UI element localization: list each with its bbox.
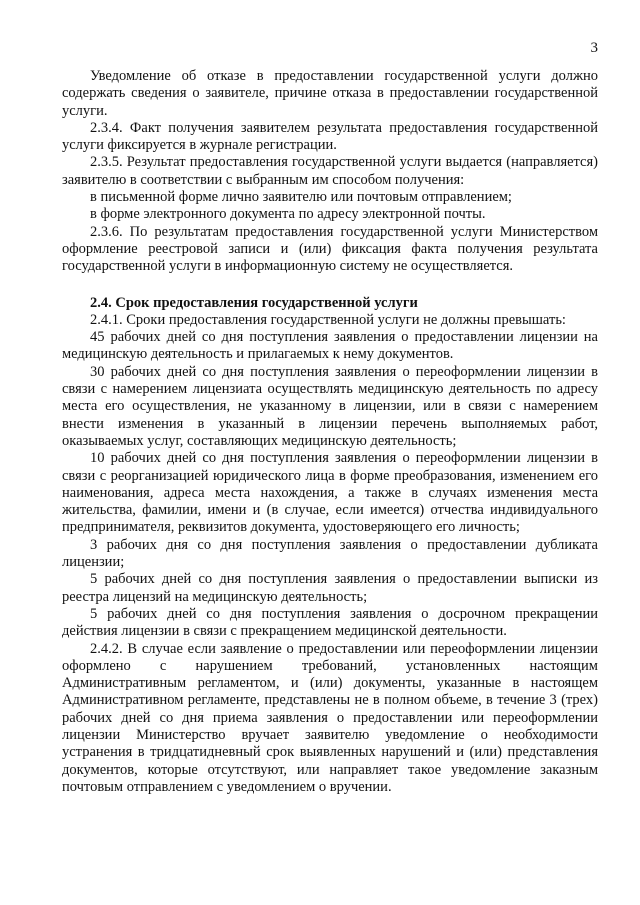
section-heading-2-4: 2.4. Срок предоставления государственной услуги xyxy=(90,294,418,311)
paragraph-term-45-days: 45 рабочих дней со дня поступления заявления о предоставлении лицензии на медицинскую деятельность и прилагаемых к нему документов. xyxy=(62,329,598,363)
paragraph-2-3-4: 2.3.4. Факт получения заявителем результата предоставления государственной услуги фиксируется в журнале регистрации. xyxy=(62,119,598,154)
list-item-electronic-form: в форме электронного документа по адресу электронной почты. xyxy=(90,206,486,223)
list-item-written-form: в письменной форме лично заявителю или почтовым отправлением; xyxy=(90,189,512,206)
paragraph-term-30-days: 30 рабочих дней со дня поступления заявления о переоформлении лицензии в связи с намерением лицензиата осуществлять медицинскую деятельность по адресу места его осуществления, не указанному в лицензии, или в связи с намерением внести изменения в указанный в лицензии перечень выполняемых работ, оказываемых услуг, составляющих медицинскую деятельность; xyxy=(62,363,598,449)
paragraph-term-5-days-extract: 5 рабочих дней со дня поступления заявления о предоставлении выписки из реестра лицензий на медицинскую деятельность; xyxy=(62,571,598,605)
paragraph-2-3-5: 2.3.5. Результат предоставления государственной услуги выдается (направляется) заявителю в соответствии с выбранным им способом получения: xyxy=(62,154,598,188)
document-body xyxy=(62,68,598,796)
page-number: 3 xyxy=(590,40,598,56)
paragraph-2-3-6: 2.3.6. По результатам предоставления государственной услуги Министерством оформление реестровой записи и (или) фиксация факта получения результата государственной услуги в информационную систему не осуществляется. xyxy=(62,223,598,275)
paragraph-term-5-days-termination: 5 рабочих дней со дня поступления заявления о досрочном прекращении действия лицензии в связи с прекращением медицинской деятельности. xyxy=(62,605,598,640)
paragraph-2-4-2: 2.4.2. В случае если заявление о предоставлении или переоформлении лицензии оформлено с нарушением требований, установленных настоящим Административным регламентом, и (или) документы, указанные в настоящем Административном регламенте, представлены не в полном объеме, в течение 3 (трех) рабочих дней со дня приема заявления о предоставлении или переоформлении лицензии Министерство вручает заявителю уведомление о необходимости устранения в тридцатидневный срок выявленных нарушений и (или) представления документов, которые отсутствуют, или направляет такое уведомление заказным почтовым отправлением с уведомлением о вручении. xyxy=(62,640,598,795)
paragraph-refusal-notice: Уведомление об отказе в предоставлении государственной услуги должно содержать сведения о заявителе, причине отказа в предоставлении государственной услуги. xyxy=(62,68,598,119)
paragraph-term-3-days: 3 рабочих дня со дня поступления заявления о предоставлении дубликата лицензии; xyxy=(62,536,598,571)
paragraph-2-4-1: 2.4.1. Сроки предоставления государственной услуги не должны превышать: xyxy=(90,311,566,328)
paragraph-term-10-days: 10 рабочих дней со дня поступления заявления о переоформлении лицензии в связи с реорганизацией юридического лица в форме преобразования, изменением его наименования, адреса места нахождения, а также в случаях изменения места жительства, фамилии, имени и (в случае, если имеется) отчества индивидуального предпринимателя, реквизитов документа, удостоверяющего его личность; xyxy=(62,450,598,536)
